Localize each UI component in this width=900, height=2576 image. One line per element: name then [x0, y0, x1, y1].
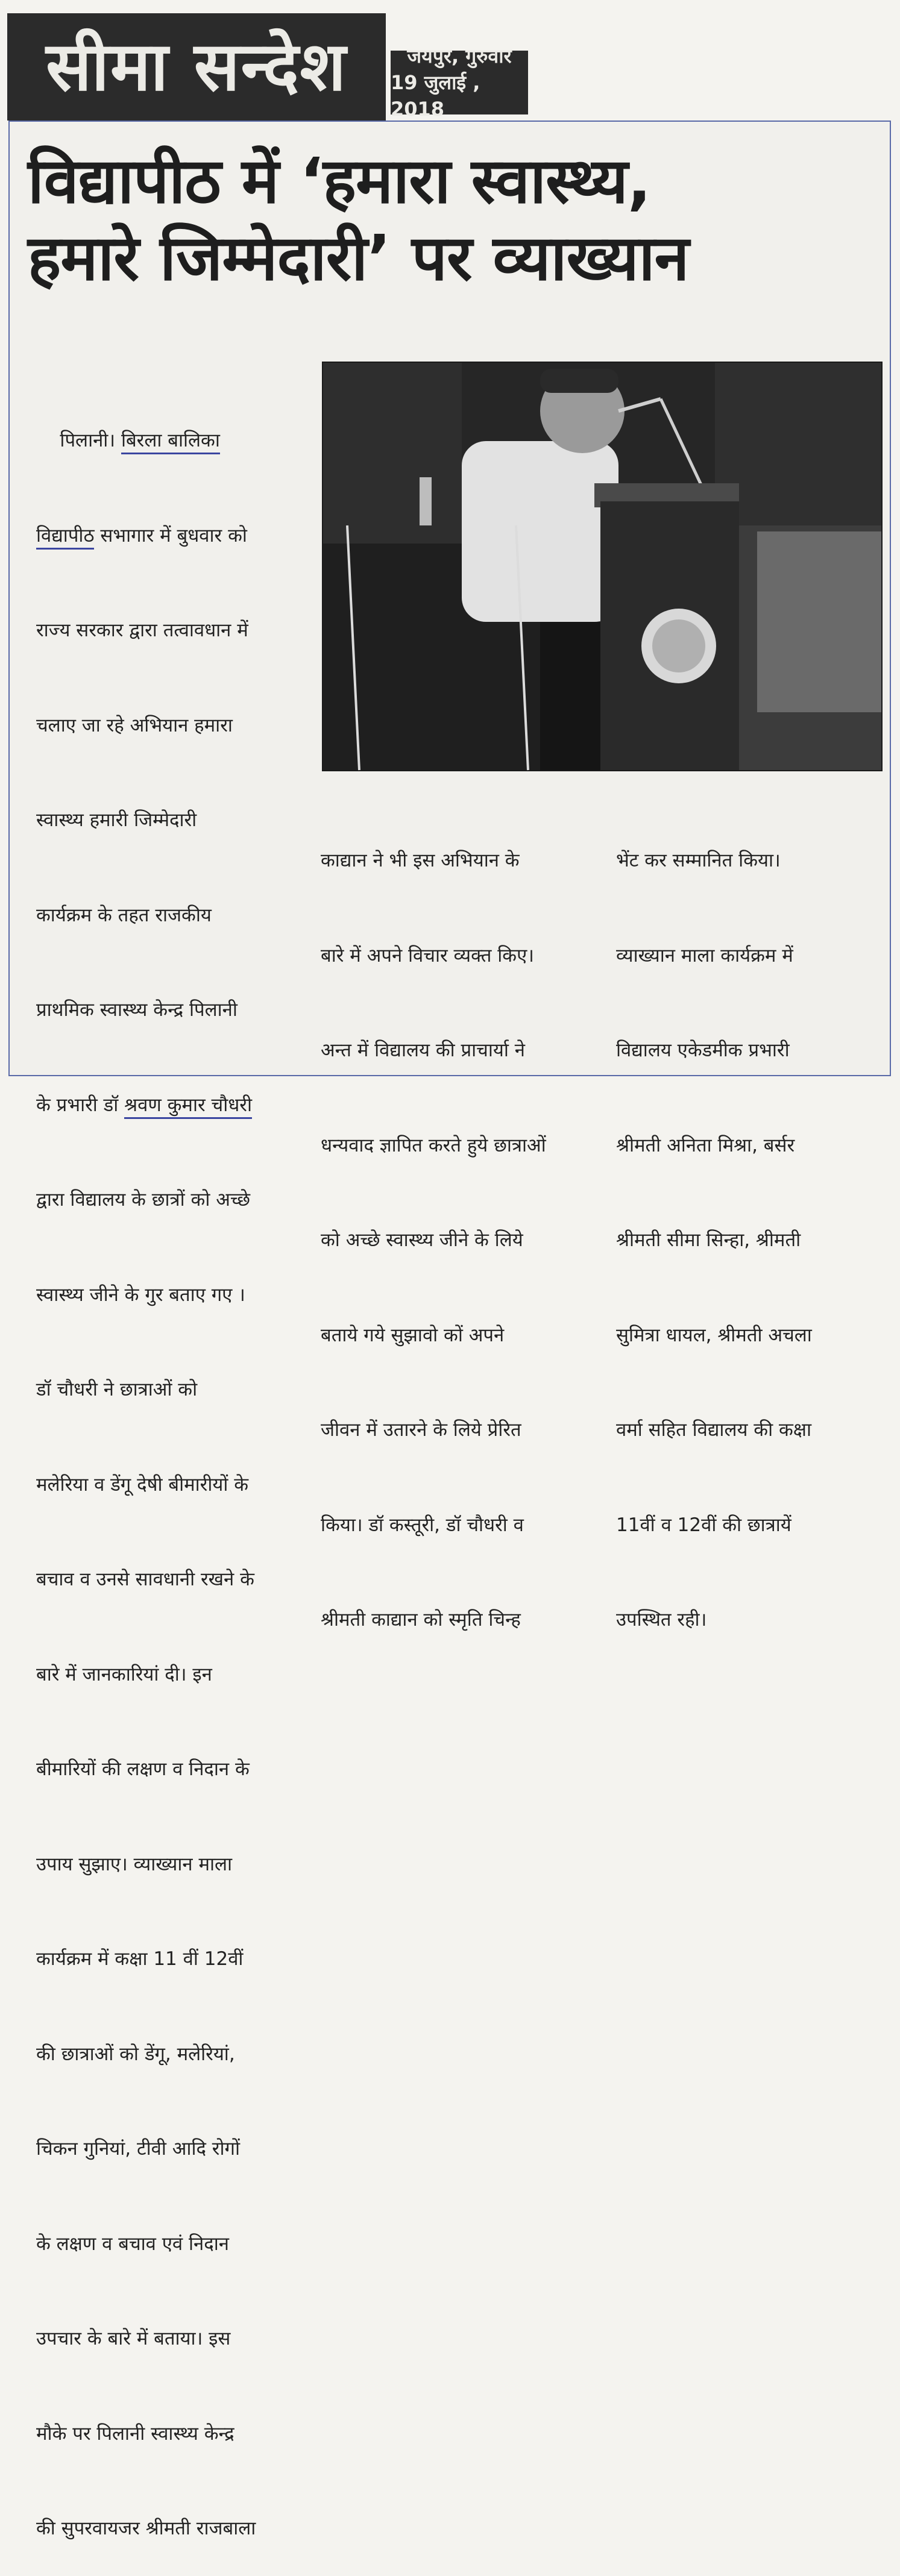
dateline-city-day: जयपुर, गुरुवार [407, 45, 512, 67]
newspaper-masthead [7, 13, 386, 121]
col1-line [36, 520, 307, 552]
headline-line-1: विद्यापीठ में ‘हमारा स्वास्थ्य, [28, 144, 651, 218]
col2-line: धन्यवाद ज्ञापित करते हुये छात्राओं [321, 1134, 546, 1156]
school-name-underlined: विद्यापीठ [36, 525, 94, 550]
col1-line [36, 425, 307, 457]
photo-illustration [323, 363, 881, 770]
col2-line: को अच्छे स्वास्थ्य जीने के लिये [321, 1229, 523, 1251]
col1-line: की सुपरवायजर श्रीमती राजबाला [36, 2518, 256, 2539]
col1-line: कार्यक्रम में कक्षा 11 वीं 12वीं [36, 1948, 244, 1970]
col3-line: भेंट कर सम्मानित किया। [616, 850, 781, 871]
dateline-box [391, 45, 528, 121]
col1-line: कार्यक्रम के तहत राजकीय [36, 904, 212, 926]
headline-line-2: हमारे जिम्मेदारी’ पर व्याख्यान [28, 221, 689, 295]
col1-line: राज्य सरकार द्वारा तत्वावधान में [36, 619, 248, 641]
dateline-date: 19 जुलाई , 2018 [391, 71, 480, 121]
col1-line: स्वास्थ्य जीने के गुर बताए गए । [36, 1283, 245, 1306]
col2-line: काद्यान ने भी इस अभियान के [321, 850, 520, 871]
col1-line: द्वारा विद्यालय के छात्रों को अच्छे [36, 1189, 251, 1211]
col2-line: जीवन में उतारने के लिये प्रेरित [321, 1419, 521, 1441]
col1-line: मलेरिया व डेंगू देषी बीमारीयों के [36, 1473, 249, 1496]
col1-line: बीमारियों की लक्षण व निदान के [36, 1758, 250, 1780]
col1-line: उपचार के बारे में बताया। इस [36, 2328, 231, 2349]
col3-line: सुमित्रा धायल, श्रीमती अचला [616, 1324, 812, 1346]
col1-line: बारे में जानकारियां दी। इन [36, 1663, 212, 1685]
article-headline [28, 142, 878, 296]
col3-line: 11वीं व 12वीं की छात्रायें [616, 1514, 791, 1536]
col3-line: श्रीमती सीमा सिन्हा, श्रीमती [616, 1229, 801, 1251]
col2-line: किया। डॉ कस्तूरी, डॉ चौधरी व [321, 1514, 524, 1536]
col1-line: मौके पर पिलानी स्वास्थ्य केन्द्र [36, 2422, 234, 2445]
col3-line: वर्मा सहित विद्यालय की कक्षा [616, 1419, 812, 1441]
col1-line: के लक्षण व बचाव एवं निदान [36, 2233, 229, 2255]
col1-line: चलाए जा रहे अभियान हमारा [36, 714, 233, 736]
col1-line: डॉ चौधरी ने छात्राओं को [36, 1379, 198, 1400]
col2-line: बताये गये सुझावो कों अपने [321, 1324, 505, 1346]
col3-line: व्याख्यान माला कार्यक्रम में [616, 944, 793, 967]
speaker-at-podium-photo [322, 362, 883, 771]
col1-text: के प्रभारी डॉ [36, 1094, 125, 1116]
col1-line: चिकन गुनियां, टीवी आदि रोगों [36, 2138, 240, 2160]
school-name-underlined: बिरला बालिका [121, 430, 220, 454]
col1-line: प्राथमिक स्वास्थ्य केन्द्र पिलानी [36, 999, 238, 1021]
col1-line: उपाय सुझाए। व्याख्यान माला [36, 1853, 233, 1875]
col1-line: की छात्राओं को डेंगू, मलेरियां, [36, 2043, 235, 2065]
newspaper-name: सीमा सन्देश [46, 27, 347, 106]
col3-line: श्रीमती अनिता मिश्रा, बर्सर [616, 1134, 795, 1156]
col1-line [36, 1089, 307, 1121]
col3-line: विद्यालय एकेडमीक प्रभारी [616, 1039, 790, 1061]
col3-line: उपस्थित रही। [616, 1609, 707, 1631]
col1-line: स्वास्थ्य हमारी जिम्मेदारी [36, 809, 197, 831]
col2-line: बारे में अपने विचार व्यक्त किए। [321, 944, 534, 967]
doctor-name-underlined: श्रवण कुमार चौधरी [124, 1094, 252, 1119]
col2-line: अन्त में विद्यालय की प्राचार्या ने [321, 1039, 525, 1061]
col1-text: सभागार में बुधवार को [94, 524, 247, 547]
article-column-2 [321, 782, 604, 1667]
article-column-1 [36, 362, 307, 2576]
col2-line: श्रीमती काद्यान को स्मृति चिन्ह [321, 1609, 521, 1631]
col1-line: बचाव व उनसे सावधानी रखने के [36, 1568, 254, 1590]
article-dateline: पिलानी। [60, 430, 116, 451]
article-column-3 [616, 782, 881, 1667]
